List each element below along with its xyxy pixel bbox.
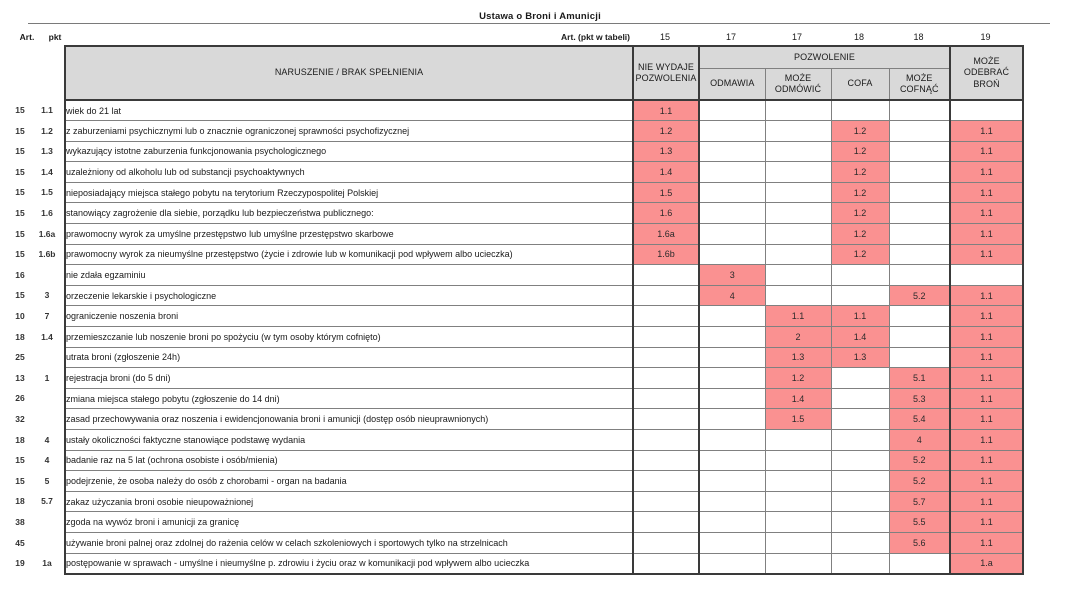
cell-odmawia bbox=[699, 182, 765, 203]
cell-odmawia bbox=[699, 203, 765, 224]
cell-moze-odmowic: 2 bbox=[765, 327, 831, 348]
cell-odmawia bbox=[699, 121, 765, 142]
cell-nie-wydaje bbox=[633, 306, 699, 327]
row-pkt-number: 1.6 bbox=[41, 208, 53, 218]
table-row bbox=[65, 121, 1023, 142]
cell-moze-odmowic: 1.3 bbox=[765, 347, 831, 368]
cell-moze-cofnac: 5.2 bbox=[889, 450, 950, 471]
row-art-number: 15 bbox=[15, 125, 25, 136]
row-pkt-number: 7 bbox=[44, 311, 50, 321]
cell-moze-cofnac bbox=[889, 162, 950, 183]
row-art-number: 15 bbox=[15, 249, 25, 260]
row-art-number: 15 bbox=[15, 166, 25, 177]
cell-odmawia bbox=[699, 306, 765, 327]
cell-moze-odebrac: 1.1 bbox=[950, 430, 1023, 451]
table-row bbox=[65, 182, 1023, 203]
colnum-moze-odebrac: 19 bbox=[980, 32, 991, 42]
cell-description: rejestracja broni (do 5 dni) bbox=[65, 368, 633, 389]
table-row bbox=[65, 306, 1023, 327]
cell-moze-odebrac: 1.1 bbox=[950, 409, 1023, 430]
cell-cofa: 1.1 bbox=[831, 306, 889, 327]
cell-moze-odebrac: 1.1 bbox=[950, 162, 1023, 183]
row-reference bbox=[0, 450, 64, 471]
cell-moze-odebrac bbox=[950, 100, 1023, 121]
header-cofa: COFA bbox=[831, 68, 889, 100]
cell-nie-wydaje bbox=[633, 285, 699, 306]
cell-odmawia bbox=[699, 368, 765, 389]
row-pkt-number: 4 bbox=[44, 455, 50, 466]
row-reference bbox=[0, 265, 64, 286]
colnum-odmawia: 17 bbox=[725, 32, 736, 42]
header-nie-wydaje-line2: POZWOLENIA bbox=[635, 73, 697, 83]
cell-odmawia bbox=[699, 532, 765, 553]
row-art-number: 19 bbox=[15, 558, 25, 569]
column-annotations bbox=[0, 30, 1080, 45]
cell-description: zmiana miejsca stałego pobytu (zgłoszenie do 14 dni) bbox=[65, 388, 633, 409]
cell-moze-odmowic bbox=[765, 553, 831, 574]
label-art: Art. bbox=[19, 32, 35, 42]
cell-nie-wydaje bbox=[633, 532, 699, 553]
cell-moze-odmowic bbox=[765, 430, 831, 451]
cell-description: nie zdała egzaminiu bbox=[65, 265, 633, 286]
row-pkt-number: 1.6b bbox=[38, 249, 56, 260]
cell-moze-odebrac bbox=[950, 265, 1023, 286]
row-art-number: 10 bbox=[15, 311, 25, 321]
row-art-number: 15 bbox=[15, 146, 25, 157]
cell-nie-wydaje: 1.5 bbox=[633, 182, 699, 203]
cell-cofa bbox=[831, 532, 889, 553]
row-reference bbox=[0, 162, 64, 183]
cell-moze-odmowic bbox=[765, 121, 831, 142]
row-reference bbox=[0, 141, 64, 162]
table-row bbox=[65, 265, 1023, 286]
table-body bbox=[65, 100, 1023, 574]
document-title-wrap bbox=[0, 6, 1080, 24]
cell-odmawia bbox=[699, 244, 765, 265]
cell-description: ograniczenie noszenia broni bbox=[65, 306, 633, 327]
cell-cofa bbox=[831, 471, 889, 492]
cell-nie-wydaje bbox=[633, 368, 699, 389]
cell-nie-wydaje bbox=[633, 491, 699, 512]
cell-moze-odmowic: 1.5 bbox=[765, 409, 831, 430]
cell-moze-odebrac: 1.1 bbox=[950, 224, 1023, 245]
header-moze-odmowic-line1: MOŻE bbox=[784, 72, 812, 83]
cell-moze-cofnac bbox=[889, 100, 950, 121]
header-moze-cofnac-line1: MOŻE bbox=[906, 72, 933, 83]
cell-moze-cofnac: 5.1 bbox=[889, 368, 950, 389]
row-pkt-number: 5.7 bbox=[41, 496, 53, 507]
cell-moze-odebrac: 1.1 bbox=[950, 141, 1023, 162]
cell-moze-odebrac: 1.1 bbox=[950, 532, 1023, 553]
cell-moze-odmowic bbox=[765, 162, 831, 183]
cell-odmawia: 4 bbox=[699, 285, 765, 306]
label-pkt: pkt bbox=[48, 32, 62, 42]
cell-moze-odmowic bbox=[765, 491, 831, 512]
row-art-number: 15 bbox=[15, 290, 25, 301]
row-art-number: 18 bbox=[15, 434, 25, 445]
cell-cofa: 1.2 bbox=[831, 182, 889, 203]
cell-odmawia bbox=[699, 491, 765, 512]
cell-moze-cofnac: 5.4 bbox=[889, 409, 950, 430]
row-pkt-number: 1.6a bbox=[38, 228, 56, 239]
table-row bbox=[65, 141, 1023, 162]
cell-nie-wydaje: 1.2 bbox=[633, 121, 699, 142]
cell-moze-cofnac: 4 bbox=[889, 430, 950, 451]
cell-odmawia bbox=[699, 388, 765, 409]
header-odebrac-line2: ODEBRAĆ bbox=[963, 67, 1010, 78]
table-row bbox=[65, 368, 1023, 389]
row-pkt-number: 1.2 bbox=[41, 125, 53, 136]
cell-nie-wydaje: 1.6a bbox=[633, 224, 699, 245]
cell-moze-odebrac: 1.1 bbox=[950, 244, 1023, 265]
header-odebrac-line3: BROŃ bbox=[973, 78, 1000, 89]
row-reference bbox=[0, 409, 64, 430]
cell-nie-wydaje: 1.4 bbox=[633, 162, 699, 183]
cell-moze-odebrac: 1.1 bbox=[950, 368, 1023, 389]
row-reference bbox=[0, 327, 64, 348]
cell-description: prawomocny wyrok za nieumyślne przestępstwo (życie i zdrowie lub w komunikacji pod wpływem albo ucieczka) bbox=[65, 244, 633, 265]
header-nie-wydaje-line1: NIE WYDAJE bbox=[637, 61, 694, 72]
cell-moze-odmowic bbox=[765, 471, 831, 492]
cell-moze-odebrac: 1.1 bbox=[950, 182, 1023, 203]
cell-moze-cofnac bbox=[889, 327, 950, 348]
header-moze-cofnac-line2: COFNĄĆ bbox=[899, 83, 939, 94]
cell-moze-odebrac: 1.a bbox=[950, 553, 1023, 574]
row-pkt-number: 1.1 bbox=[41, 105, 53, 115]
row-reference bbox=[0, 430, 64, 451]
cell-odmawia bbox=[699, 141, 765, 162]
cell-nie-wydaje bbox=[633, 327, 699, 348]
table-row bbox=[65, 100, 1023, 121]
cell-moze-cofnac: 5.3 bbox=[889, 388, 950, 409]
colnum-moze-odmowic: 17 bbox=[791, 32, 802, 42]
cell-nie-wydaje: 1.1 bbox=[633, 100, 699, 121]
header-nie-wydaje-pozwolenia bbox=[633, 46, 699, 100]
row-reference bbox=[0, 285, 64, 306]
cell-description: zasad przechowywania oraz noszenia i ewidencjonowania broni i amunicji (dostęp osób nieuprawnionych) bbox=[65, 409, 633, 430]
cell-odmawia bbox=[699, 224, 765, 245]
cell-cofa: 1.2 bbox=[831, 224, 889, 245]
table-row bbox=[65, 203, 1023, 224]
row-art-number: 15 bbox=[15, 187, 25, 198]
cell-cofa: 1.2 bbox=[831, 162, 889, 183]
cell-nie-wydaje: 1.6 bbox=[633, 203, 699, 224]
cell-odmawia bbox=[699, 553, 765, 574]
cell-moze-odebrac: 1.1 bbox=[950, 450, 1023, 471]
cell-cofa bbox=[831, 100, 889, 121]
label-art-pkt-w-tabeli: Art. (pkt w tabeli) bbox=[561, 32, 630, 42]
table-row bbox=[65, 224, 1023, 245]
cell-description: używanie broni palnej oraz zdolnej do rażenia celów w celach szkoleniowych i sportowych tylko na strzelnicach bbox=[65, 532, 633, 553]
cell-moze-cofnac bbox=[889, 141, 950, 162]
cell-moze-cofnac bbox=[889, 265, 950, 286]
cell-moze-odebrac: 1.1 bbox=[950, 285, 1023, 306]
cell-moze-odmowic bbox=[765, 100, 831, 121]
cell-description: podejrzenie, że osoba należy do osób z chorobami - organ na badania bbox=[65, 471, 633, 492]
cell-moze-odebrac: 1.1 bbox=[950, 203, 1023, 224]
cell-moze-odebrac: 1.1 bbox=[950, 347, 1023, 368]
page-title: Ustawa o Broni i Amunicji bbox=[479, 11, 601, 22]
cell-moze-odebrac: 1.1 bbox=[950, 327, 1023, 348]
cell-moze-odmowic bbox=[765, 532, 831, 553]
row-art-number: 25 bbox=[15, 352, 25, 363]
row-reference bbox=[0, 121, 64, 142]
cell-nie-wydaje bbox=[633, 265, 699, 286]
cell-moze-odmowic bbox=[765, 512, 831, 533]
table-row bbox=[65, 430, 1023, 451]
cell-cofa bbox=[831, 368, 889, 389]
cell-moze-odmowic bbox=[765, 265, 831, 286]
cell-nie-wydaje bbox=[633, 347, 699, 368]
cell-description: zgoda na wywóz broni i amunicji za granicę bbox=[65, 512, 633, 533]
row-reference bbox=[0, 533, 64, 554]
cell-moze-cofnac bbox=[889, 182, 950, 203]
cell-moze-odmowic bbox=[765, 244, 831, 265]
cell-nie-wydaje bbox=[633, 512, 699, 533]
table-row bbox=[65, 532, 1023, 553]
row-pkt-number: 1.3 bbox=[41, 146, 53, 157]
cell-description: z zaburzeniami psychicznymi lub o znacznie ograniczonej sprawności psychofizycznej bbox=[65, 121, 633, 142]
cell-cofa bbox=[831, 450, 889, 471]
header-moze-odmowic bbox=[765, 68, 831, 100]
row-pkt-number: 4 bbox=[44, 434, 50, 445]
cell-odmawia bbox=[699, 162, 765, 183]
header-moze-odebrac-bron bbox=[950, 46, 1023, 100]
cell-moze-odmowic bbox=[765, 203, 831, 224]
cell-description: utrata broni (zgłoszenie 24h) bbox=[65, 347, 633, 368]
row-reference bbox=[0, 244, 64, 265]
cell-moze-odmowic bbox=[765, 450, 831, 471]
cell-cofa: 1.2 bbox=[831, 244, 889, 265]
table-row bbox=[65, 512, 1023, 533]
table-header bbox=[65, 46, 1023, 100]
row-reference bbox=[0, 368, 64, 389]
cell-moze-odebrac: 1.1 bbox=[950, 471, 1023, 492]
row-pkt-number: 3 bbox=[44, 290, 50, 301]
cell-description: nieposiadający miejsca stałego pobytu na terytorium Rzeczypospolitej Polskiej bbox=[65, 182, 633, 203]
cell-moze-cofnac bbox=[889, 203, 950, 224]
cell-odmawia: 3 bbox=[699, 265, 765, 286]
cell-description: stanowiący zagrożenie dla siebie, porządku lub bezpieczeństwa publicznego: bbox=[65, 203, 633, 224]
cell-moze-odmowic: 1.4 bbox=[765, 388, 831, 409]
cell-moze-odebrac: 1.1 bbox=[950, 121, 1023, 142]
cell-description: orzeczenie lekarskie i psychologiczne bbox=[65, 285, 633, 306]
row-reference bbox=[0, 306, 64, 327]
cell-cofa bbox=[831, 409, 889, 430]
row-reference bbox=[0, 388, 64, 409]
cell-moze-odebrac: 1.1 bbox=[950, 306, 1023, 327]
row-reference bbox=[0, 182, 64, 203]
header-pozwolenie: POZWOLENIE bbox=[699, 46, 950, 68]
table-row bbox=[65, 450, 1023, 471]
row-art-number: 38 bbox=[15, 517, 25, 527]
cell-nie-wydaje: 1.6b bbox=[633, 244, 699, 265]
cell-moze-cofnac: 5.6 bbox=[889, 532, 950, 553]
cell-moze-odebrac: 1.1 bbox=[950, 491, 1023, 512]
cell-odmawia bbox=[699, 409, 765, 430]
cell-description: przemieszczanie lub noszenie broni po spożyciu (w tym osoby którym cofnięto) bbox=[65, 327, 633, 348]
row-art-number: 18 bbox=[15, 496, 25, 507]
cell-cofa bbox=[831, 491, 889, 512]
cell-moze-odebrac: 1.1 bbox=[950, 512, 1023, 533]
row-art-number: 15 bbox=[15, 455, 25, 466]
table-row bbox=[65, 388, 1023, 409]
cell-cofa bbox=[831, 388, 889, 409]
row-pkt-number: 1a bbox=[42, 558, 52, 569]
table-row bbox=[65, 162, 1023, 183]
cell-nie-wydaje: 1.3 bbox=[633, 141, 699, 162]
cell-cofa: 1.4 bbox=[831, 327, 889, 348]
table-row bbox=[65, 491, 1023, 512]
colnum-cofa: 18 bbox=[853, 32, 864, 42]
cell-cofa bbox=[831, 265, 889, 286]
table-row bbox=[65, 244, 1023, 265]
row-pkt-number: 1.5 bbox=[41, 187, 53, 198]
cell-odmawia bbox=[699, 471, 765, 492]
cell-cofa bbox=[831, 512, 889, 533]
row-pkt-number: 1.4 bbox=[41, 331, 53, 342]
table-row bbox=[65, 471, 1023, 492]
violations-table bbox=[64, 45, 1024, 575]
cell-odmawia bbox=[699, 327, 765, 348]
cell-moze-cofnac bbox=[889, 553, 950, 574]
cell-moze-odmowic: 1.1 bbox=[765, 306, 831, 327]
cell-moze-cofnac bbox=[889, 347, 950, 368]
row-art-number: 26 bbox=[15, 393, 25, 404]
header-odebrac-line1: MOŻE bbox=[973, 56, 1000, 67]
row-reference bbox=[0, 512, 64, 533]
table-row bbox=[65, 327, 1023, 348]
cell-nie-wydaje bbox=[633, 553, 699, 574]
cell-moze-cofnac bbox=[889, 306, 950, 327]
cell-cofa: 1.2 bbox=[831, 121, 889, 142]
header-violation: NARUSZENIE / BRAK SPEŁNIENIA bbox=[65, 46, 633, 100]
row-reference bbox=[0, 203, 64, 224]
cell-moze-cofnac bbox=[889, 244, 950, 265]
row-reference bbox=[0, 471, 64, 492]
cell-description: postępowanie w sprawach - umyślne i nieumyślne p. zdrowiu i życiu oraz w komunikacji pod wpływem albo ucieczka bbox=[65, 553, 633, 574]
row-pkt-number: 5 bbox=[44, 475, 50, 486]
header-moze-odmowic-line2: ODMÓWIĆ bbox=[774, 83, 822, 94]
cell-odmawia bbox=[699, 450, 765, 471]
cell-odmawia bbox=[699, 347, 765, 368]
title-divider bbox=[28, 23, 1050, 24]
row-art-number: 15 bbox=[15, 105, 25, 115]
cell-moze-cofnac: 5.2 bbox=[889, 285, 950, 306]
cell-odmawia bbox=[699, 512, 765, 533]
table-row bbox=[65, 285, 1023, 306]
row-art-number: 15 bbox=[15, 208, 25, 218]
table-row bbox=[65, 347, 1023, 368]
cell-cofa: 1.3 bbox=[831, 347, 889, 368]
cell-nie-wydaje bbox=[633, 388, 699, 409]
cell-description: uzależniony od alkoholu lub od substancji psychoaktywnych bbox=[65, 162, 633, 183]
row-reference bbox=[0, 553, 64, 574]
header-odmawia: ODMAWIA bbox=[699, 68, 765, 100]
cell-moze-odmowic bbox=[765, 141, 831, 162]
cell-odmawia bbox=[699, 100, 765, 121]
row-reference bbox=[0, 224, 64, 245]
header-moze-cofnac bbox=[889, 68, 950, 100]
table-row bbox=[65, 409, 1023, 430]
cell-moze-cofnac: 5.7 bbox=[889, 491, 950, 512]
cell-nie-wydaje bbox=[633, 450, 699, 471]
cell-description: badanie raz na 5 lat (ochrona osobiste i osób/mienia) bbox=[65, 450, 633, 471]
cell-nie-wydaje bbox=[633, 471, 699, 492]
row-art-number: 32 bbox=[15, 414, 25, 424]
cell-moze-cofnac bbox=[889, 224, 950, 245]
cell-moze-odmowic: 1.2 bbox=[765, 368, 831, 389]
cell-moze-odmowic bbox=[765, 224, 831, 245]
cell-moze-cofnac: 5.5 bbox=[889, 512, 950, 533]
cell-moze-cofnac: 5.2 bbox=[889, 471, 950, 492]
cell-description: wiek do 21 lat bbox=[65, 100, 633, 121]
cell-cofa bbox=[831, 430, 889, 451]
row-art-number: 45 bbox=[15, 537, 25, 548]
cell-cofa: 1.2 bbox=[831, 203, 889, 224]
cell-description: ustały okoliczności faktyczne stanowiące podstawę wydania bbox=[65, 430, 633, 451]
table-row bbox=[65, 553, 1023, 574]
cell-cofa bbox=[831, 553, 889, 574]
cell-moze-odebrac: 1.1 bbox=[950, 388, 1023, 409]
cell-description: zakaz użyczania broni osobie nieupoważnionej bbox=[65, 491, 633, 512]
row-reference bbox=[0, 100, 64, 121]
cell-moze-cofnac bbox=[889, 121, 950, 142]
cell-moze-odmowic bbox=[765, 285, 831, 306]
cell-cofa bbox=[831, 285, 889, 306]
row-art-number: 15 bbox=[15, 475, 25, 486]
cell-moze-odmowic bbox=[765, 182, 831, 203]
row-art-number: 15 bbox=[15, 228, 25, 239]
row-art-number: 18 bbox=[15, 331, 25, 342]
cell-odmawia bbox=[699, 430, 765, 451]
row-pkt-number: 1 bbox=[44, 372, 50, 383]
row-art-number: 16 bbox=[15, 269, 25, 280]
cell-nie-wydaje bbox=[633, 409, 699, 430]
colnum-moze-cofnac: 18 bbox=[913, 32, 924, 42]
colnum-nie-wydaje: 15 bbox=[659, 32, 670, 42]
cell-description: wykazujący istotne zaburzenia funkcjonowania psychologicznego bbox=[65, 141, 633, 162]
row-reference bbox=[0, 347, 64, 368]
row-reference bbox=[0, 491, 64, 512]
row-pkt-number: 1.4 bbox=[41, 166, 53, 177]
cell-cofa: 1.2 bbox=[831, 141, 889, 162]
cell-description: prawomocny wyrok za umyślne przestępstwo lub umyślne przestępstwo skarbowe bbox=[65, 224, 633, 245]
row-art-number: 13 bbox=[15, 372, 25, 383]
cell-nie-wydaje bbox=[633, 430, 699, 451]
